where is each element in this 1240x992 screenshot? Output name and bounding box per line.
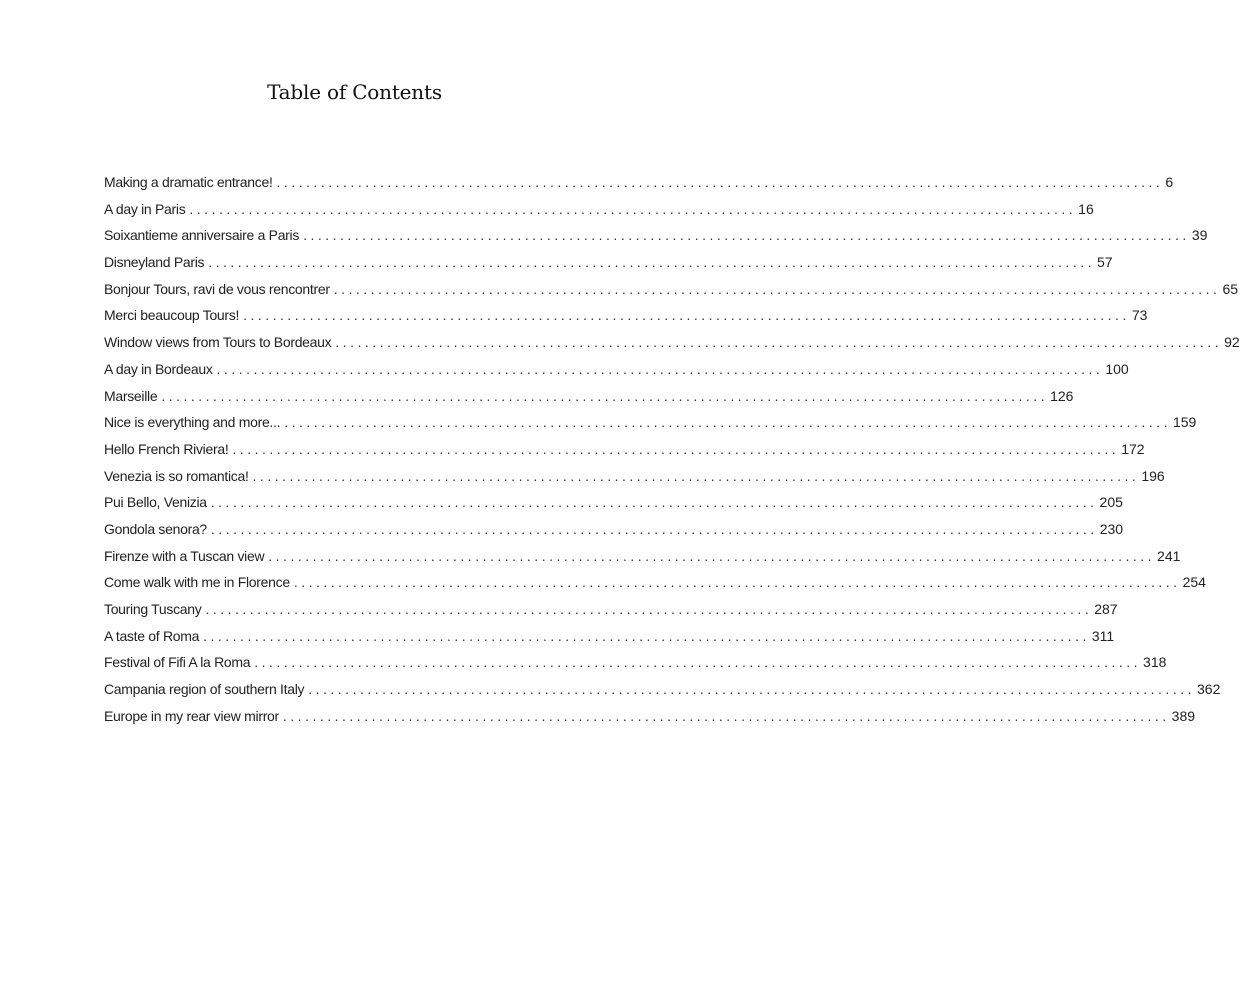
toc-entry-label: Hello French Riviera!: [104, 440, 229, 457]
dot-leader: ........................................................................................................................: [210, 494, 1098, 511]
toc-entry-page-number: 362: [1197, 681, 1221, 698]
toc-entry-label: Pui Bello, Venizia: [104, 494, 207, 511]
toc-entry-page-number: 241: [1157, 547, 1181, 564]
toc-entry-label: A day in Paris: [104, 200, 186, 217]
toc-entry-label: Making a dramatic entrance!: [104, 174, 273, 190]
toc-entry-page-number: 311: [1091, 627, 1115, 644]
page-title: Table of Contents: [267, 80, 442, 104]
dot-leader: ........................................................................................................................: [308, 681, 1195, 698]
toc-entry-label: Merci beaucoup Tours!: [104, 307, 240, 324]
toc-entry[interactable]: [104, 467, 1165, 495]
toc-entry[interactable]: [104, 360, 1129, 388]
toc-entry-page-number: 16: [1078, 200, 1094, 217]
dot-leader: ........................................................................................................................: [208, 254, 1096, 271]
dot-leader: ........................................................................................................................: [243, 307, 1130, 324]
toc-entry-label: Campania region of southern Italy: [104, 681, 305, 698]
toc-entry-label: Disneyland Paris: [104, 254, 205, 271]
toc-entry-label: Come walk with me in Florence: [104, 574, 290, 591]
toc-entry-label: Nice is everything and more...: [104, 414, 281, 431]
toc-entry-page-number: 389: [1171, 707, 1196, 724]
dot-leader: ........................................................................................................................: [252, 467, 1140, 484]
toc-entry[interactable]: [104, 627, 1115, 655]
toc-entry-page-number: 57: [1097, 254, 1113, 271]
toc-entry-label: Firenze with a Tuscan view: [104, 547, 265, 564]
toc-entry[interactable]: [104, 707, 1196, 735]
toc-entry-page-number: 205: [1099, 494, 1123, 511]
toc-entry-label: Venezia is so romantica!: [104, 467, 249, 484]
toc-entry-label: Marseille: [104, 387, 158, 404]
toc-entry-page-number: 39: [1191, 227, 1208, 244]
dot-leader: ........................................................................................................................: [205, 601, 1093, 617]
toc-entry[interactable]: [104, 387, 1074, 415]
dot-leader: ........................................................................................................................: [282, 707, 1170, 724]
dot-leader: ........................................................................................................................: [284, 414, 1171, 431]
toc-entry-label: Gondola senora?: [104, 520, 207, 537]
toc-entry[interactable]: [104, 174, 1174, 201]
toc-entry-page-number: 318: [1143, 654, 1167, 671]
toc-entry[interactable]: [104, 254, 1113, 281]
dot-leader: ........................................................................................................................: [268, 547, 1156, 564]
dot-leader: ........................................................................................................................: [210, 520, 1098, 537]
dot-leader: ........................................................................................................................: [293, 574, 1181, 591]
toc-entry[interactable]: [104, 414, 1197, 441]
toc-entry[interactable]: [104, 494, 1123, 521]
toc-entry[interactable]: [104, 574, 1206, 601]
toc-entry-label: Festival of Fifi A la Roma: [104, 654, 251, 671]
dot-leader: ........................................................................................................................: [189, 200, 1077, 217]
toc-entry[interactable]: [104, 654, 1167, 681]
toc-entry[interactable]: [104, 307, 1148, 334]
toc-entry-page-number: 73: [1131, 307, 1148, 324]
toc-entry[interactable]: [104, 520, 1124, 548]
toc-entry-page-number: 230: [1099, 520, 1124, 537]
toc-entry[interactable]: [104, 681, 1221, 708]
toc-entry-label: Soixantieme anniversaire a Paris: [104, 227, 300, 244]
dot-leader: ........................................................................................................................: [254, 654, 1142, 671]
toc-entry-page-number: 6: [1165, 174, 1174, 190]
toc-entry-page-number: 126: [1050, 387, 1074, 404]
toc-entry[interactable]: [104, 280, 1239, 308]
dot-leader: ........................................................................................................................: [303, 227, 1190, 244]
toc-entry-page-number: 65: [1222, 280, 1239, 297]
dot-leader: ........................................................................................................................: [232, 440, 1120, 457]
toc-entry-label: Bonjour Tours, ravi de vous rencontrer: [104, 280, 330, 297]
toc-entry-page-number: 287: [1094, 601, 1118, 617]
dot-leader: ........................................................................................................................: [335, 334, 1223, 351]
toc-entry[interactable]: [104, 227, 1208, 254]
toc-entry[interactable]: [104, 334, 1240, 361]
dot-leader: ........................................................................................................................: [216, 360, 1104, 377]
toc-entry-page-number: 100: [1105, 360, 1129, 377]
toc-entry-page-number: 92: [1224, 334, 1240, 351]
dot-leader: ........................................................................................................................: [276, 174, 1164, 190]
toc-entry-label: Window views from Tours to Bordeaux: [104, 334, 332, 351]
toc-list: [104, 174, 1240, 734]
toc-entry[interactable]: [104, 547, 1181, 575]
toc-entry-label: Europe in my rear view mirror: [104, 707, 279, 724]
toc-entry-page-number: 196: [1141, 467, 1165, 484]
dot-leader: ........................................................................................................................: [161, 387, 1049, 404]
toc-entry-label: A day in Bordeaux: [104, 360, 213, 377]
dot-leader: ........................................................................................................................: [203, 627, 1090, 644]
toc-entry-label: Touring Tuscany: [104, 601, 202, 617]
toc-entry-page-number: 254: [1182, 574, 1206, 591]
toc-entry[interactable]: [104, 601, 1118, 628]
toc-entry-page-number: 172: [1121, 440, 1145, 457]
toc-entry-page-number: 159: [1172, 414, 1197, 431]
dot-leader: ........................................................................................................................: [333, 280, 1221, 297]
toc-entry-label: A taste of Roma: [104, 627, 200, 644]
toc-entry[interactable]: [104, 200, 1094, 228]
toc-entry[interactable]: [104, 440, 1145, 468]
